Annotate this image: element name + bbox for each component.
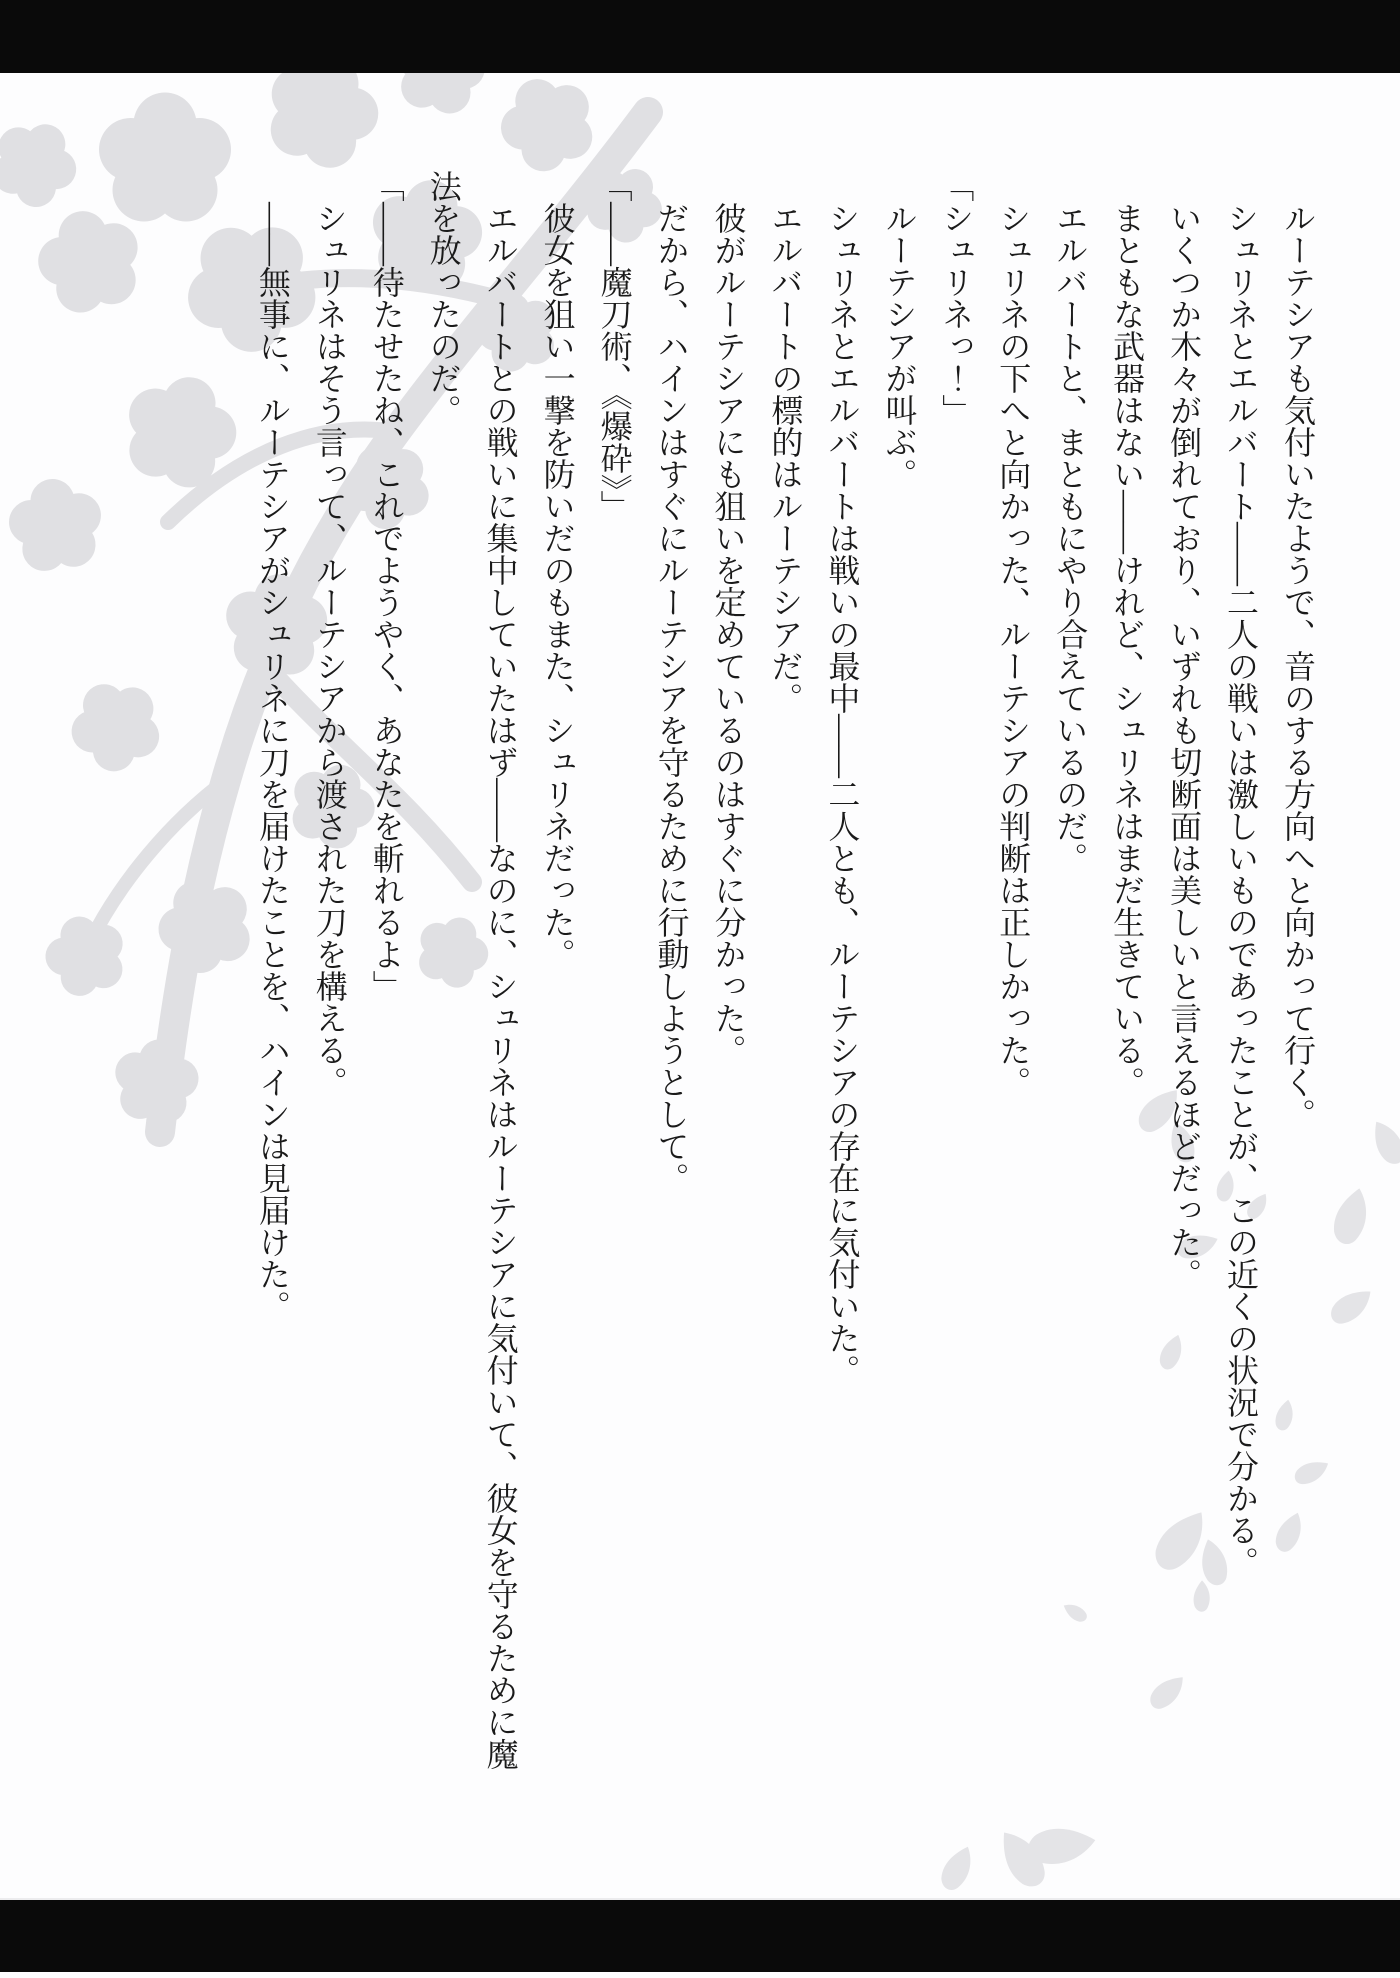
- paragraph: シュリネとエルバートは戦いの最中――二人とも、ルーテシアの存在に気付いた。: [824, 202, 861, 1386]
- paragraph: 「シュリネっ！」: [938, 170, 975, 426]
- paragraph: ルーテシアも気付いたようで、音のする方向へと向かって行く。: [1280, 202, 1316, 1130]
- paragraph: まともな武器はない――けれど、シュリネはまだ生きている。: [1109, 202, 1146, 1098]
- paragraph: いくつか木々が倒れており、いずれも切断面は美しいと言えるほどだった。: [1166, 202, 1203, 1290]
- paragraph: ルーテシアが叫ぶ。: [881, 202, 918, 490]
- paragraph: シュリネとエルバート――二人の戦いは激しいものであったことが、この近くの状況で分かる。: [1223, 202, 1260, 1578]
- text-block: [244, 170, 1326, 1780]
- top-black-bar: [0, 0, 1400, 73]
- paragraph: シュリネはそう言って、ルーテシアから渡された刀を構える。: [311, 202, 348, 1098]
- paragraph: エルバートとの戦いに集中していたはず――なのに、シュリネはルーテシアに気付いて、彼女を守るために魔法を放ったのだ。: [425, 170, 519, 1770]
- paragraph: ――無事に、ルーテシアがシュリネに刀を届けたことを、ハインは見届けた。: [254, 202, 291, 1322]
- paragraph: エルバートの標的はルーテシアだ。: [767, 202, 804, 714]
- paragraph: 彼がルーテシアにも狙いを定めているのはすぐに分かった。: [710, 202, 747, 1066]
- paragraph: 「――待たせたね、これでようやく、あなたを斬れるよ」: [368, 170, 405, 1002]
- paragraph: エルバートと、まともにやり合えているのだ。: [1052, 202, 1089, 874]
- paragraph: 彼女を狙い一撃を防いだのもまた、シュリネだった。: [539, 202, 576, 970]
- bottom-black-bar: [0, 1898, 1400, 1972]
- paragraph: シュリネの下へと向かった、ルーテシアの判断は正しかった。: [995, 202, 1032, 1098]
- paragraph: 「――魔刀術、《爆砕》」: [596, 170, 633, 522]
- paragraph: だから、ハインはすぐにルーテシアを守るために行動しようとして。: [653, 202, 690, 1194]
